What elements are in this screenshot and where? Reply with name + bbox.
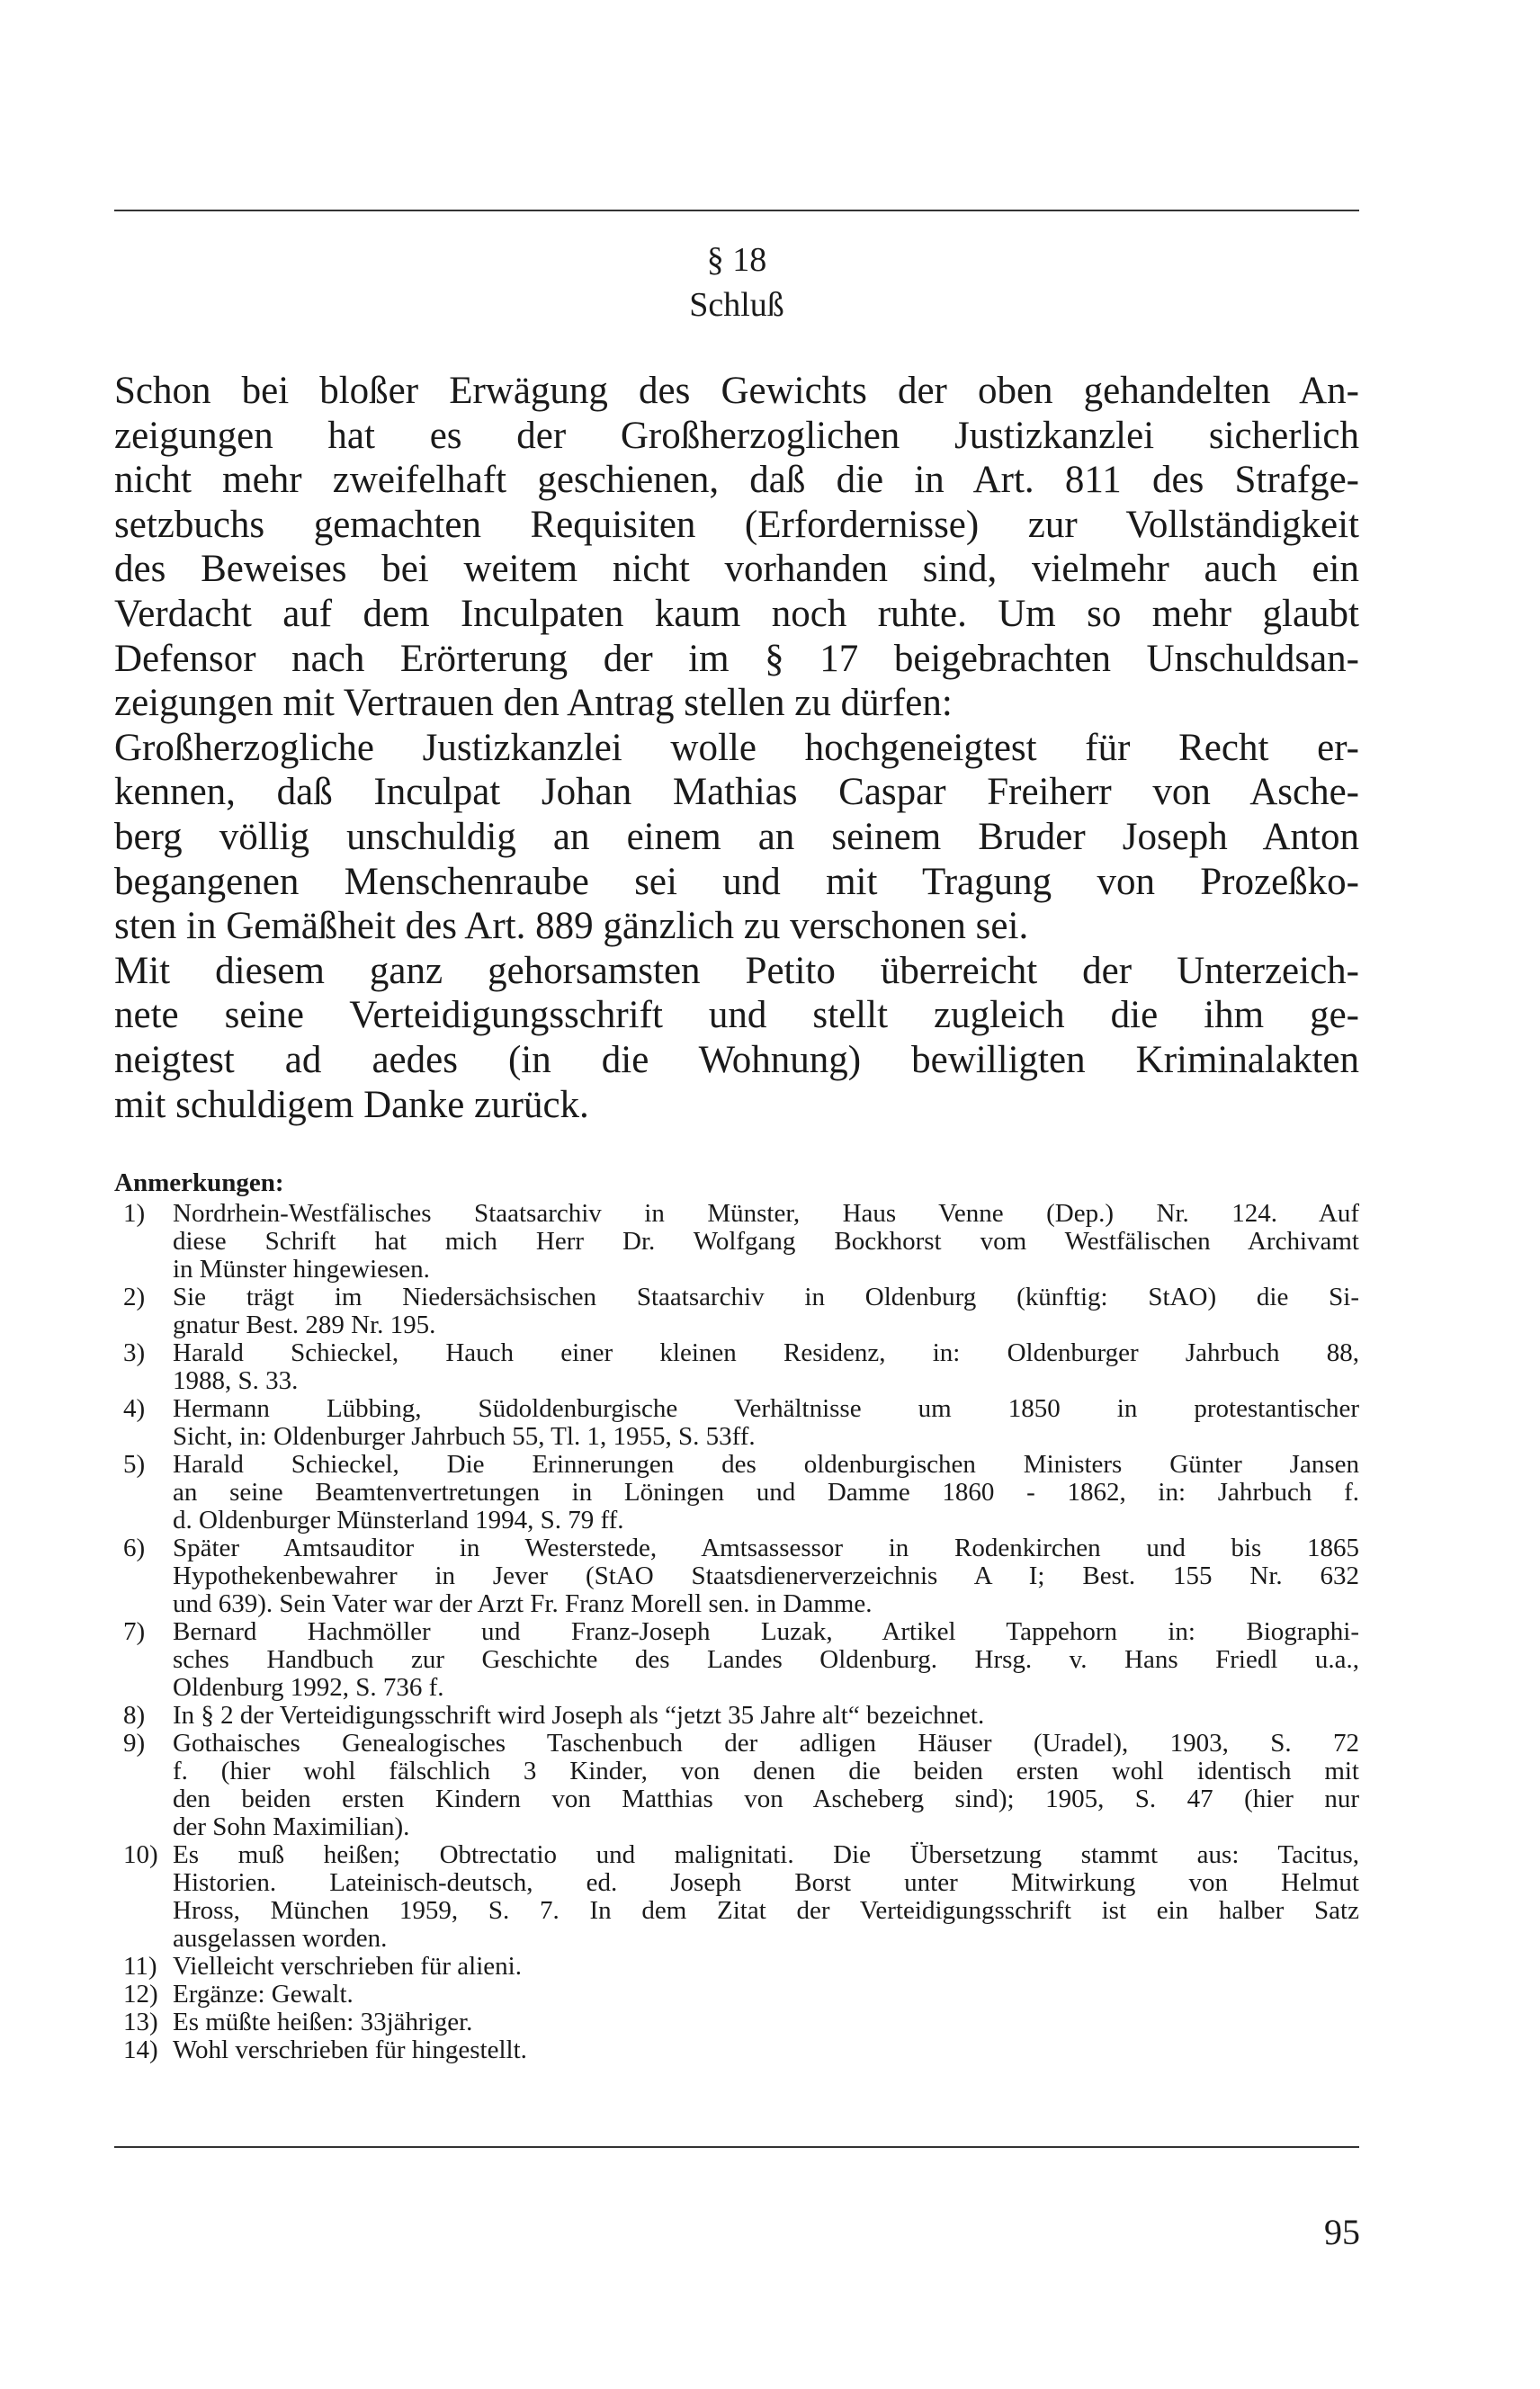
footnote-line: Harald Schieckel, Hauch einer kleinen Residenz, in: Oldenburger Jahrbuch 88, — [173, 1338, 1359, 1367]
body-line: setzbuchs gemachten Requisiten (Erfordernisse) zur Vollständigkeit — [114, 503, 1359, 546]
footnote-item — [114, 1702, 1359, 1730]
body-line: kennen, daß Inculpat Johan Mathias Caspar Freiherr von Asche- — [114, 771, 1359, 814]
section-title: Schluß — [689, 286, 784, 324]
page-number: 95 — [1324, 2212, 1360, 2252]
footnote-number: 11) — [123, 1952, 157, 1981]
footnote-number: 2) — [123, 1283, 146, 1311]
footnote-item — [114, 2009, 1359, 2036]
footnote-line: und 639). Sein Vater war der Arzt Fr. Franz Morell sen. in Damme. — [173, 1589, 873, 1618]
footnote-item — [114, 1395, 1359, 1451]
footnote-item — [114, 2036, 1359, 2064]
body-line: Großherzogliche Justizkanzlei wolle hochgeneigtest für Recht er- — [114, 726, 1359, 769]
body-line: Verdacht auf dem Inculpaten kaum noch ruhte. Um so mehr glaubt — [114, 592, 1359, 635]
footnotes — [114, 1169, 1359, 2064]
footnote-number: 8) — [123, 1701, 146, 1730]
footnote-item — [114, 1841, 1359, 1953]
main-paragraph — [114, 369, 1359, 1127]
footnote-line: gnatur Best. 289 Nr. 195. — [173, 1311, 436, 1339]
footnote-line: 1988, S. 33. — [173, 1366, 299, 1395]
footnote-line: Es müßte heißen: 33jähriger. — [173, 2008, 473, 2036]
footnote-line: Bernard Hachmöller und Franz-Joseph Luzak, Artikel Tappehorn in: Biographi- — [173, 1617, 1359, 1646]
top-rule — [114, 210, 1359, 211]
footnote-item — [114, 1618, 1359, 1702]
footnote-line: Gothaisches Genealogisches Taschenbuch der adligen Häuser (Uradel), 1903, S. 72 — [173, 1729, 1359, 1758]
footnote-number: 9) — [123, 1729, 146, 1758]
footnote-number: 10) — [123, 1840, 158, 1869]
body-line: neigtest ad aedes (in die Wohnung) bewilligten Kriminalakten — [114, 1038, 1359, 1081]
footnote-item — [114, 1200, 1359, 1284]
footnotes-list — [114, 1200, 1359, 2064]
body-line: begangenen Menschenraube sei und mit Tragung von Prozeßko- — [114, 860, 1359, 903]
footnote-line: der Sohn Maximilian). — [173, 1812, 410, 1841]
body-line: mit schuldigem Danke zurück. — [114, 1083, 589, 1126]
footnote-line: Hermann Lübbing, Südoldenburgische Verhältnisse um 1850 in protestantischer — [173, 1394, 1359, 1423]
footnote-item — [114, 1535, 1359, 1618]
footnote-line: in Münster hingewiesen. — [173, 1255, 430, 1284]
footnote-number: 6) — [123, 1534, 146, 1562]
footnote-line: Oldenburg 1992, S. 736 f. — [173, 1673, 444, 1702]
footnote-line: Historien. Lateinisch-deutsch, ed. Joseph Borst unter Mitwirkung von Helmut — [173, 1868, 1359, 1897]
footnote-line: ausgelassen worden. — [173, 1924, 388, 1953]
footnote-number: 14) — [123, 2036, 158, 2064]
footnote-item — [114, 1451, 1359, 1535]
footnote-line: Sicht, in: Oldenburger Jahrbuch 55, Tl. 1, 1955, S. 53ff. — [173, 1422, 756, 1451]
footnote-number: 7) — [123, 1617, 146, 1646]
footnote-line: Hypothekenbewahrer in Jever (StAO Staatsdienerverzeichnis A I; Best. 155 Nr. 632 — [173, 1561, 1359, 1590]
footnote-item — [114, 1953, 1359, 1981]
footnote-number: 5) — [123, 1450, 146, 1479]
footnote-line: Harald Schieckel, Die Erinnerungen des oldenburgischen Ministers Günter Jansen — [173, 1450, 1359, 1479]
footnote-line: den beiden ersten Kindern von Matthias von Ascheberg sind); 1905, S. 47 (hier nur — [173, 1785, 1359, 1813]
section-number: § 18 — [706, 241, 767, 279]
body-line: sten in Gemäßheit des Art. 889 gänzlich zu verschonen sei. — [114, 905, 1029, 948]
footnote-line: Ergänze: Gewalt. — [173, 1980, 354, 2009]
footnote-line: d. Oldenburger Münsterland 1994, S. 79 ff. — [173, 1506, 624, 1535]
footnote-item — [114, 1284, 1359, 1339]
footnote-line: In § 2 der Verteidigungsschrift wird Joseph als “jetzt 35 Jahre alt“ bezeichnet. — [173, 1701, 985, 1730]
footnote-number: 3) — [123, 1338, 146, 1367]
body-line: zeigungen hat es der Großherzoglichen Justizkanzlei sicherlich — [114, 414, 1359, 457]
footnote-line: Später Amtsauditor in Westerstede, Amtsassessor in Rodenkirchen und bis 1865 — [173, 1534, 1359, 1562]
footnote-item — [114, 1730, 1359, 1841]
footnote-number: 12) — [123, 1980, 158, 2009]
body-line: Schon bei bloßer Erwägung des Gewichts der oben gehandelten An- — [114, 370, 1359, 412]
body-line: Defensor nach Erörterung der im § 17 beigebrachten Unschuldsan- — [114, 637, 1359, 680]
bottom-rule — [114, 2146, 1359, 2148]
footnote-line: Hross, München 1959, S. 7. In dem Zitat der Verteidigungsschrift ist ein halber Satz — [173, 1896, 1359, 1925]
footnotes-heading: Anmerkungen: — [114, 1168, 284, 1197]
footnote-line: an seine Beamtenvertretungen in Löningen und Damme 1860 - 1862, in: Jahrbuch f. — [173, 1478, 1359, 1507]
footnote-line: sches Handbuch zur Geschichte des Landes Oldenburg. Hrsg. v. Hans Friedl u.a., — [173, 1645, 1359, 1674]
footnote-line: Vielleicht verschrieben für alieni. — [173, 1952, 522, 1981]
body-line: nicht mehr zweifelhaft geschienen, daß die in Art. 811 des Strafge- — [114, 459, 1359, 502]
footnote-item — [114, 1981, 1359, 2009]
footnote-line: diese Schrift hat mich Herr Dr. Wolfgang Bockhorst vom Westfälischen Archivamt — [173, 1227, 1359, 1256]
footnote-number: 1) — [123, 1199, 146, 1228]
body-line: zeigungen mit Vertrauen den Antrag stellen zu dürfen: — [114, 682, 953, 725]
footnote-line: Sie trägt im Niedersächsischen Staatsarchiv in Oldenburg (künftig: StAO) die Si- — [173, 1283, 1359, 1311]
footnote-item — [114, 1339, 1359, 1395]
footnote-line: Nordrhein-Westfälisches Staatsarchiv in Münster, Haus Venne (Dep.) Nr. 124. Auf — [173, 1199, 1359, 1228]
footnote-number: 13) — [123, 2008, 158, 2036]
body-line: des Beweises bei weitem nicht vorhanden sind, vielmehr auch ein — [114, 548, 1359, 591]
footnote-number: 4) — [123, 1394, 146, 1423]
body-line: berg völlig unschuldig an einem an seinem Bruder Joseph Anton — [114, 815, 1359, 858]
footnote-line: Es muß heißen; Obtrectatio und malignitati. Die Übersetzung stammt aus: Tacitus, — [173, 1840, 1359, 1869]
body-line: nete seine Verteidigungsschrift und stellt zugleich die ihm ge- — [114, 994, 1359, 1037]
footnote-line: Wohl verschrieben für hingestellt. — [173, 2036, 527, 2064]
body-line: Mit diesem ganz gehorsamsten Petito überreicht der Unterzeich- — [114, 949, 1359, 992]
footnote-line: f. (hier wohl fälschlich 3 Kinder, von denen die beiden ersten wohl identisch mit — [173, 1757, 1359, 1785]
